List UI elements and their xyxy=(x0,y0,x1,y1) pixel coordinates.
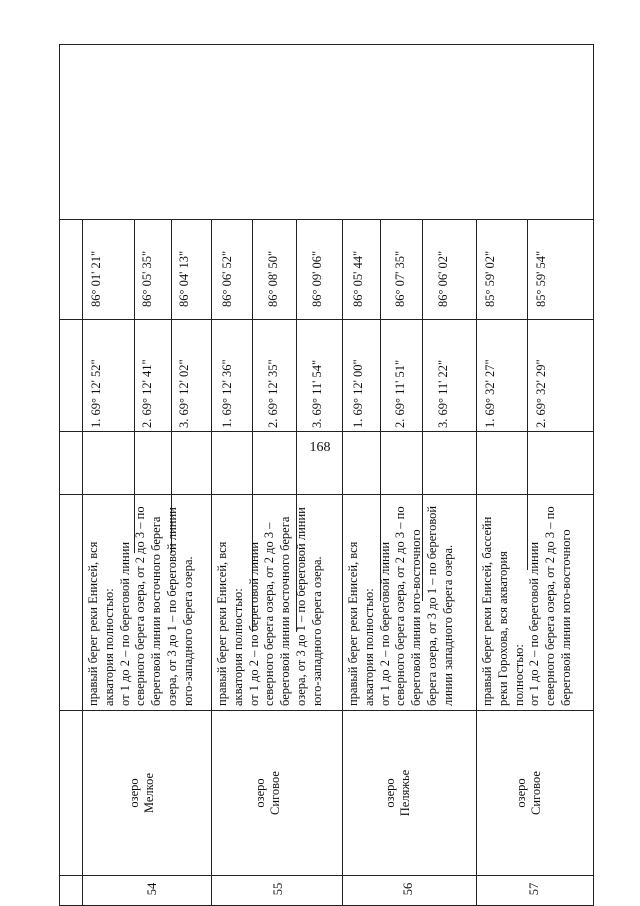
lake-title: Пеляжье xyxy=(398,769,412,817)
longitude: 85° 59' 02" xyxy=(483,250,497,307)
row-divider xyxy=(476,220,477,906)
longitude: 85° 59' 54" xyxy=(534,250,548,307)
desc-line: берега озера, от 3 до 1 – по береговой xyxy=(424,505,439,706)
desc-line: береговой линии юго-восточного xyxy=(558,529,573,706)
desc-line: правый берег реки Енисей, вся xyxy=(346,541,360,706)
desc-line: озера, от 3 до 1 – по береговой линии xyxy=(164,507,179,706)
boundary-description xyxy=(346,506,457,706)
row-divider xyxy=(342,220,343,906)
desc-line: озера, от 3 до 1 – по береговой линии xyxy=(293,507,308,706)
latitude: 1. 69° 12' 52" xyxy=(89,359,103,428)
desc-line: от 1 до 2 – по береговой линии xyxy=(377,541,392,706)
latitude: 2. 69° 12' 41" xyxy=(140,359,154,428)
lake-title: Сиговое xyxy=(268,771,282,815)
desc-line: правый берег реки Енисей, вся xyxy=(215,541,229,706)
column-divider xyxy=(59,875,594,876)
column-divider xyxy=(59,494,594,495)
row-divider xyxy=(82,220,83,906)
column-divider xyxy=(59,710,594,711)
desc-line: акватория полностью: xyxy=(101,588,116,706)
desc-line: линии западного берега озера. xyxy=(440,544,455,706)
lake-type: озеро xyxy=(383,778,397,808)
longitude: 86° 04' 13" xyxy=(177,250,191,307)
lake-name xyxy=(253,738,283,848)
column-divider xyxy=(59,319,594,320)
longitude: 86° 06' 02" xyxy=(436,250,450,307)
lake-name xyxy=(127,738,157,848)
longitude: 86° 06' 52" xyxy=(220,250,234,307)
desc-line: от 1 до 2 – по береговой линии xyxy=(117,541,132,706)
desc-line: северного берега озера, от 2 до 3 – по xyxy=(133,506,148,706)
longitude: 86° 08' 50" xyxy=(266,250,280,307)
boundary-description xyxy=(215,507,326,706)
longitude: 86° 09' 06" xyxy=(310,250,324,307)
point-divider xyxy=(171,220,172,495)
desc-line: северного берега озера, от 2 до 3 – по xyxy=(543,506,558,706)
latitude: 2. 69° 32' 29" xyxy=(534,359,548,428)
desc-line: береговой линии юго-восточного xyxy=(409,529,424,706)
boundary-description xyxy=(86,506,197,706)
desc-line: акватория полностью: xyxy=(361,588,376,706)
desc-line: от 1 до 2 – по береговой линии xyxy=(527,541,542,706)
page-number: 168 xyxy=(309,440,331,455)
latitude: 2. 69° 11' 51" xyxy=(393,359,407,428)
longitude: 86° 01' 21" xyxy=(89,250,103,307)
row-number: 56 xyxy=(401,882,415,896)
latitude: 3. 69° 12' 02" xyxy=(177,359,191,428)
desc-line: юго-западного берега озера. xyxy=(180,556,195,706)
desc-line: береговой линии восточного берега xyxy=(149,516,164,706)
latitude: 3. 69° 11' 54" xyxy=(310,359,324,428)
latitude: 1. 69° 32' 27" xyxy=(483,359,497,428)
point-divider xyxy=(252,220,253,495)
lake-title: Сиговое xyxy=(529,771,543,815)
column-divider xyxy=(59,219,594,220)
longitude: 86° 07' 35" xyxy=(393,250,407,307)
desc-line: полностью: xyxy=(511,644,526,706)
desc-line: береговой линии восточного берега xyxy=(278,516,293,706)
point-divider xyxy=(422,220,423,495)
lake-type: озеро xyxy=(514,778,528,808)
row-number: 55 xyxy=(271,882,285,896)
desc-line: реки Горохова, вся акватория xyxy=(495,551,510,706)
desc-line: от 1 до 2 – по береговой линии xyxy=(246,541,261,706)
longitude: 86° 05' 35" xyxy=(140,250,154,307)
desc-line: юго-западного берега озера. xyxy=(309,556,324,706)
row-divider xyxy=(211,220,212,906)
lake-title: Мелкое xyxy=(142,772,156,814)
table-border-right xyxy=(59,44,594,45)
latitude: 3. 69° 11' 22" xyxy=(436,359,450,428)
lake-name xyxy=(514,738,544,848)
column-divider xyxy=(59,431,594,432)
desc-line: правый берег реки Енисей, бассейн xyxy=(480,516,494,706)
lake-type: озеро xyxy=(127,778,141,808)
point-divider xyxy=(296,220,297,495)
desc-line: правый берег реки Енисей, вся xyxy=(86,541,100,706)
row-number: 54 xyxy=(145,882,159,896)
point-divider xyxy=(380,220,381,495)
table-border-top xyxy=(59,44,60,906)
lake-name xyxy=(383,738,413,848)
point-divider xyxy=(134,220,135,495)
table-border-bottom xyxy=(593,44,594,906)
desc-line: северного берега озера, от 2 до 3 – xyxy=(262,522,277,706)
row-number: 57 xyxy=(527,882,541,896)
longitude: 86° 05' 44" xyxy=(351,250,365,307)
desc-line: акватория полностью: xyxy=(230,588,245,706)
latitude: 1. 69° 12' 00" xyxy=(351,359,365,428)
boundary-description xyxy=(480,506,575,706)
point-divider xyxy=(527,220,528,495)
lake-type: озеро xyxy=(253,778,267,808)
rotated-table xyxy=(59,44,594,906)
desc-line: северного берега озера, от 2 до 3 – по xyxy=(393,506,408,706)
latitude: 1. 69° 12' 36" xyxy=(220,359,234,428)
latitude: 2. 69° 12' 35" xyxy=(266,359,280,428)
